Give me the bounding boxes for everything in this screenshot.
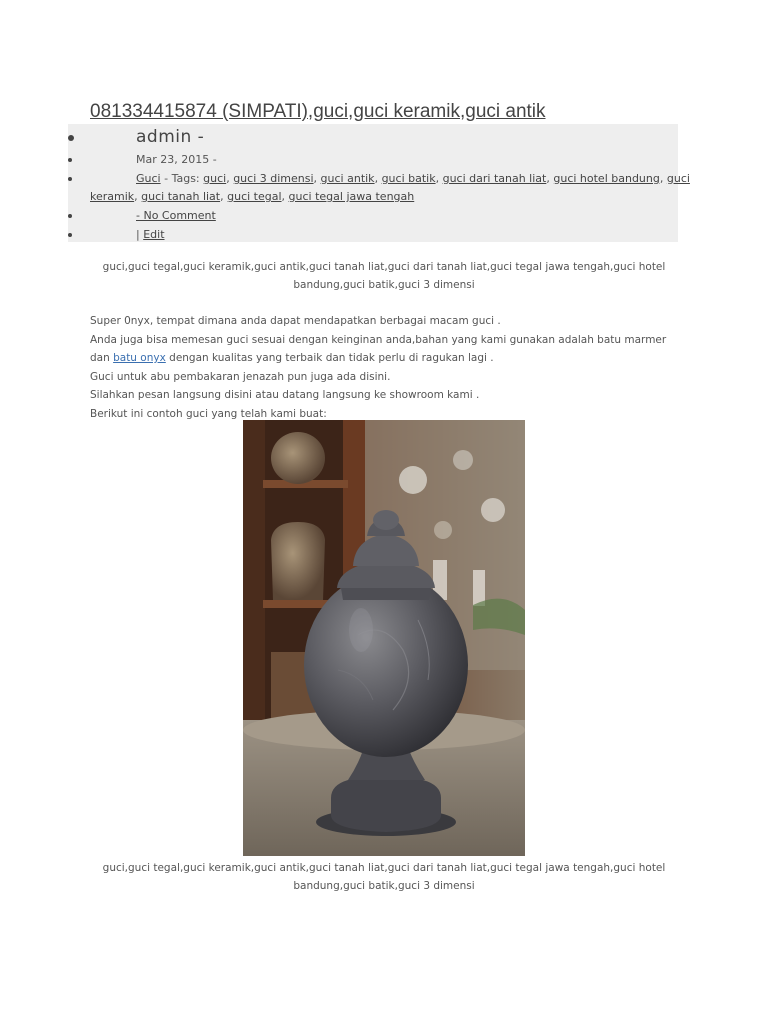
- post-title[interactable]: 081334415874 (SIMPATI),guci,guci keramik,guci antik: [90, 101, 546, 122]
- bullet-icon: [68, 233, 72, 237]
- tag-link[interactable]: guci antik: [320, 172, 375, 185]
- edit-separator: |: [136, 228, 144, 241]
- tag-link[interactable]: guci: [203, 172, 227, 185]
- tag-link[interactable]: guci batik: [381, 172, 436, 185]
- post-author[interactable]: admin -: [136, 127, 205, 147]
- edit-link[interactable]: Edit: [143, 228, 165, 241]
- body-paragraph: Silahkan pesan langsung disini atau datang langsung ke showroom kami .: [90, 389, 480, 401]
- body-paragraph: Guci untuk abu pembakaran jenazah pun juga ada disini.: [90, 370, 391, 383]
- tags-line-2: keramik, guci tanah liat, guci tegal, guci tegal jawa tengah: [90, 190, 415, 203]
- bullet-icon: [68, 158, 72, 162]
- body-text-span: dengan kualitas yang terbaik dan tidak perlu di ragukan lagi .: [165, 352, 494, 364]
- image-caption-bottom: [100, 859, 668, 895]
- tag-link[interactable]: guci: [666, 172, 690, 185]
- post-body: [90, 312, 690, 423]
- meta-author-row: [68, 128, 678, 148]
- body-paragraph: Super 0nyx, tempat dimana anda dapat mendapatkan berbagai macam guci .: [90, 315, 501, 327]
- tag-link[interactable]: guci dari tanah liat: [442, 172, 547, 185]
- post-meta-list: [68, 124, 690, 242]
- bullet-icon: [68, 135, 74, 141]
- body-paragraph: [90, 349, 690, 368]
- bullet-icon: [68, 177, 72, 181]
- caption-line: bandung,guci batik,guci 3 dimensi: [293, 880, 475, 892]
- body-paragraph: Anda juga bisa memesan guci sesuai dengan keinginan anda,bahan yang kami gunakan adalah batu marmer: [90, 333, 667, 346]
- tag-link[interactable]: guci hotel bandung: [553, 172, 660, 185]
- meta-tags-row: [68, 170, 690, 206]
- tags-line: Guci - Tags: guci, guci 3 dimensi, guci antik, guci batik, guci dari tanah liat, guci hotel bandung, guci: [136, 172, 690, 185]
- caption-line: bandung,guci batik,guci 3 dimensi: [293, 279, 475, 291]
- comment-link[interactable]: - No Comment: [136, 209, 216, 222]
- batu-onyx-link[interactable]: batu onyx: [113, 352, 166, 364]
- image-caption-top: [100, 258, 668, 294]
- edit-line: [136, 226, 165, 244]
- tag-link[interactable]: guci 3 dimensi: [233, 172, 314, 185]
- body-paragraph: Berikut ini contoh guci yang telah kami buat:: [90, 407, 327, 420]
- post-date: Mar 23, 2015 -: [136, 153, 217, 166]
- tag-link[interactable]: guci tegal jawa tengah: [288, 190, 415, 203]
- tags-prefix: - Tags:: [160, 172, 204, 185]
- body-text-span: dan: [90, 352, 114, 364]
- caption-line: guci,guci tegal,guci keramik,guci antik,guci tanah liat,guci dari tanah liat,guci tegal jawa tengah,guci hotel: [102, 261, 666, 273]
- tag-link[interactable]: keramik: [90, 190, 135, 203]
- caption-line: guci,guci tegal,guci keramik,guci antik,guci tanah liat,guci dari tanah liat,guci tegal jawa tengah,guci hotel: [102, 862, 666, 874]
- bullet-icon: [68, 214, 72, 218]
- marble-urn-photo[interactable]: [243, 420, 525, 856]
- category-link[interactable]: Guci: [136, 172, 161, 185]
- urn-photo-illustration: [243, 420, 525, 856]
- tag-link[interactable]: guci tegal: [227, 190, 282, 203]
- tag-link[interactable]: guci tanah liat: [141, 190, 221, 203]
